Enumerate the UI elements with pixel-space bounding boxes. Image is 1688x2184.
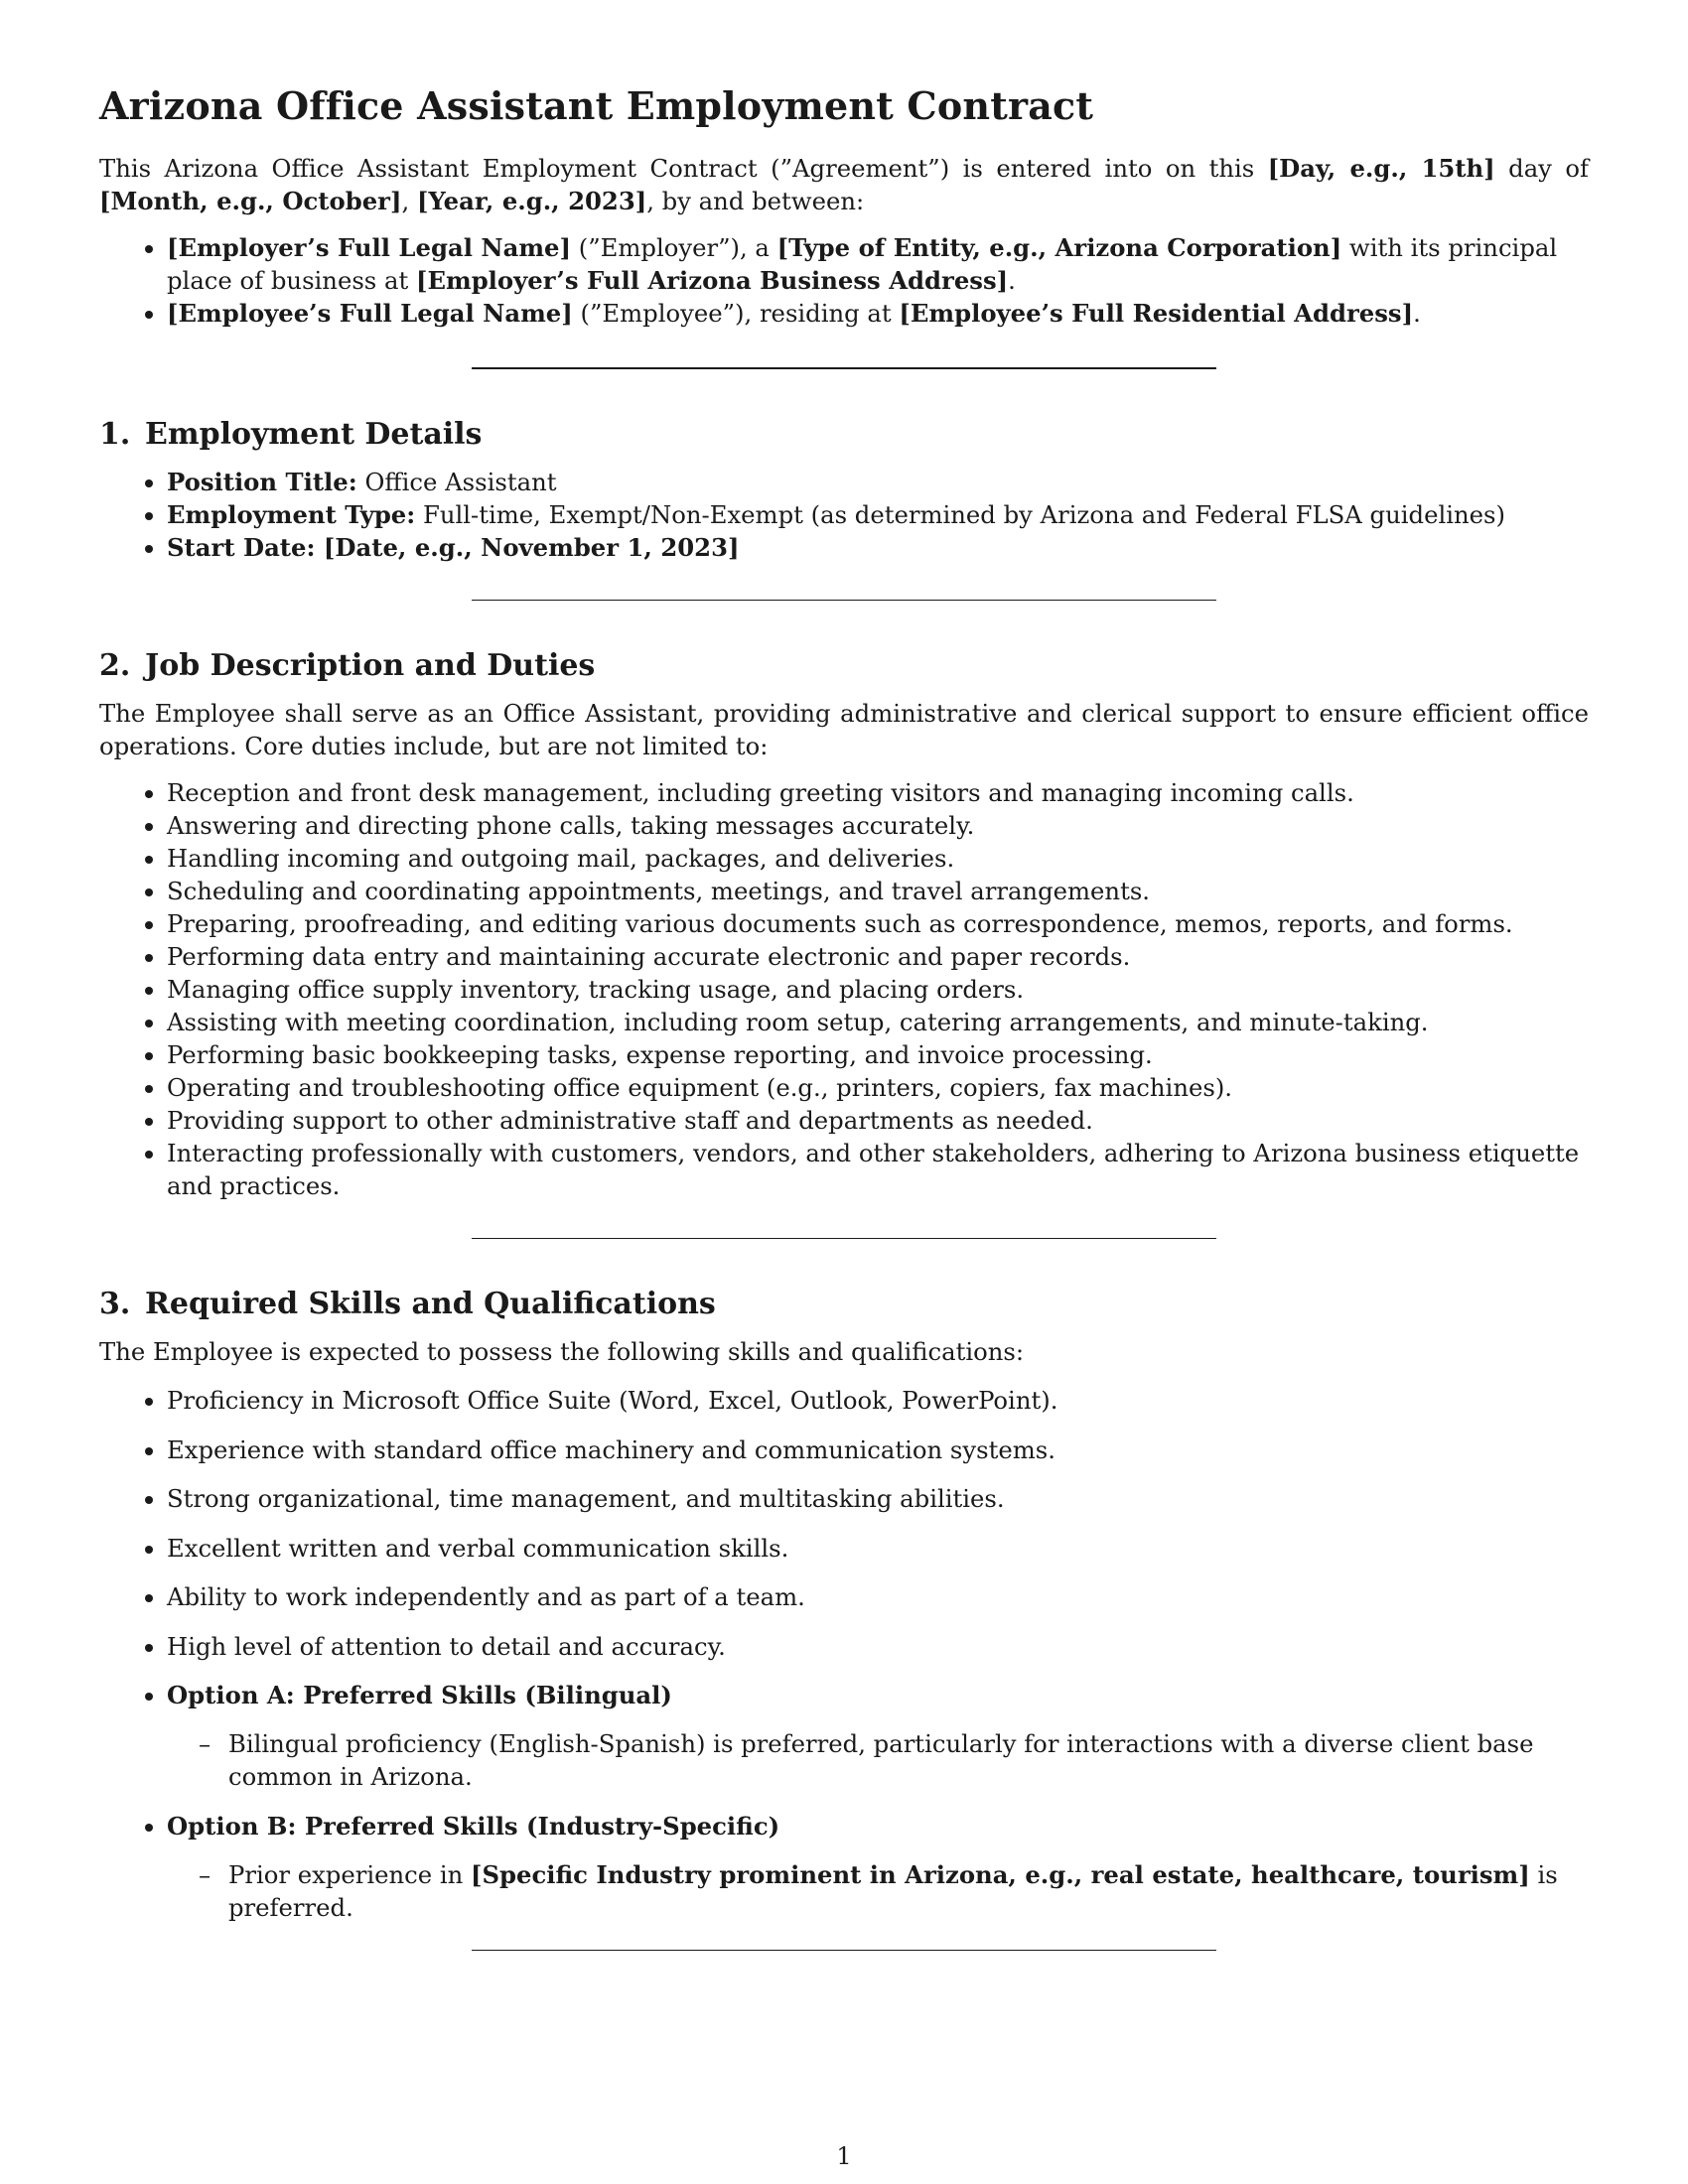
party-text: (”Employee”), residing at [572, 299, 900, 328]
duty-item: • Assisting with meeting coordination, including room setup, catering arrangements, and minute-taking. [167, 1006, 1589, 1038]
section-3-intro: The Employee is expected to possess the following skills and qualifications: [99, 1337, 1025, 1366]
option-b-sublist [167, 1858, 1589, 1924]
duty-item: • Answering and directing phone calls, taking messages accurately. [167, 809, 1589, 842]
duty-item: • Interacting professionally with customers, vendors, and other stakeholders, adhering to Arizona business etiquette and practices. [167, 1137, 1589, 1202]
day-placeholder: [Day, e.g., 15th] [1267, 154, 1495, 183]
option-a-item [167, 1679, 1589, 1793]
intro-text: day of [1494, 154, 1589, 183]
section-number: 2. [99, 648, 131, 683]
horizontal-rule [472, 600, 1216, 601]
section-2-title [99, 648, 1589, 683]
intro-text: , [401, 187, 417, 215]
parties-list [99, 231, 1589, 330]
duty-item: • Operating and troubleshooting office equipment (e.g., printers, copiers, fax machines). [167, 1071, 1589, 1104]
skill-item: • Strong organizational, time management, and multitasking abilities. [167, 1482, 1589, 1515]
page-number: 1 [836, 2142, 852, 2170]
intro-paragraph [99, 152, 1589, 217]
section-title-text: Employment Details [145, 417, 483, 452]
employee-name-placeholder: [Employee’s Full Legal Name] [167, 299, 573, 328]
employee-address-placeholder: [Employee’s Full Residential Address] [899, 299, 1414, 328]
employment-details-list [99, 466, 1589, 564]
duty-item: • Performing data entry and maintaining accurate electronic and paper records. [167, 940, 1589, 973]
duty-item: • Reception and front desk management, including greeting visitors and managing incoming calls. [167, 776, 1589, 809]
start-date-label: Start Date: [167, 533, 316, 562]
section-title-text: Required Skills and Qualifications [145, 1287, 716, 1321]
industry-placeholder: [Specific Industry prominent in Arizona, e.g., real estate, healthcare, tourism] [470, 1859, 1530, 1889]
section-1-title [99, 417, 1589, 452]
skill-item: • Excellent written and verbal communication skills. [167, 1532, 1589, 1565]
section-2-intro: The Employee shall serve as an Office Assistant, providing administrative and clerical support to ensure efficient office operations. Core duties include, but are not limited to: [99, 699, 1589, 760]
month-placeholder: [Month, e.g., October] [99, 187, 402, 215]
section-number: 1. [99, 417, 131, 452]
list-item [167, 466, 1589, 498]
position-label: Position Title: [167, 468, 357, 496]
party-text: with its principal place of business at [167, 233, 1558, 295]
skill-item: • Ability to work independently and as part of a team. [167, 1580, 1589, 1613]
option-b-title: Option B: Preferred Skills (Industry-Specific) [167, 1811, 780, 1841]
skills-list [99, 1384, 1589, 1924]
year-placeholder: [Year, e.g., 2023] [416, 187, 647, 215]
skill-item: • Proficiency in Microsoft Office Suite (Word, Excel, Outlook, PowerPoint). [167, 1384, 1589, 1417]
start-date-placeholder: [Date, e.g., November 1, 2023] [315, 533, 740, 562]
party-employer [167, 231, 1589, 297]
employment-type-label: Employment Type: [167, 500, 416, 529]
duties-list [99, 776, 1589, 1202]
party-text: . [1413, 299, 1421, 328]
list-item [167, 531, 1589, 564]
party-employee [167, 297, 1589, 330]
sub-list-item [228, 1858, 1589, 1924]
list-item [167, 498, 1589, 531]
option-b-text: Prior experience in [228, 1859, 471, 1889]
horizontal-rule [472, 367, 1216, 369]
duty-item: • Managing office supply inventory, tracking usage, and placing orders. [167, 973, 1589, 1006]
horizontal-rule [472, 1238, 1216, 1239]
option-b-item [167, 1810, 1589, 1924]
duty-item: • Preparing, proofreading, and editing various documents such as correspondence, memos, reports, and forms. [167, 907, 1589, 940]
entity-type-placeholder: [Type of Entity, e.g., Arizona Corporation] [776, 233, 1342, 262]
sub-list-item: – Bilingual proficiency (English-Spanish) is preferred, particularly for interactions with a diverse client base common in Arizona. [228, 1727, 1589, 1793]
position-value: Office Assistant [356, 468, 557, 496]
option-a-title: Option A: Preferred Skills (Bilingual) [167, 1681, 672, 1709]
duty-item: • Providing support to other administrative staff and departments as needed. [167, 1104, 1589, 1137]
party-text: (”Employer”), a [571, 233, 777, 262]
intro-text: This Arizona Office Assistant Employment Contract (”Agreement”) is entered into on this [99, 154, 1268, 183]
employer-name-placeholder: [Employer’s Full Legal Name] [167, 233, 571, 262]
employment-type-value: Full-time, Exempt/Non-Exempt (as determined by Arizona and Federal FLSA guidelines) [415, 500, 1505, 529]
party-text: . [1008, 266, 1016, 295]
section-title-text: Job Description and Duties [145, 648, 596, 683]
skill-item: • High level of attention to detail and accuracy. [167, 1630, 1589, 1663]
intro-text: , by and between: [646, 187, 865, 215]
duty-item: • Handling incoming and outgoing mail, packages, and deliveries. [167, 842, 1589, 875]
section-number: 3. [99, 1287, 131, 1321]
employer-address-placeholder: [Employer’s Full Arizona Business Address] [415, 266, 1009, 295]
skill-item: • Experience with standard office machinery and communication systems. [167, 1433, 1589, 1466]
document-title: Arizona Office Assistant Employment Contract [99, 83, 1094, 128]
section-3-title [99, 1287, 1589, 1321]
duty-item: • Scheduling and coordinating appointments, meetings, and travel arrangements. [167, 875, 1589, 907]
option-b-text: is preferred. [228, 1859, 1558, 1922]
contract-page [99, 83, 1589, 1951]
duty-item: • Performing basic bookkeeping tasks, expense reporting, and invoice processing. [167, 1038, 1589, 1071]
horizontal-rule [472, 1950, 1216, 1951]
option-a-sublist [167, 1727, 1589, 1793]
